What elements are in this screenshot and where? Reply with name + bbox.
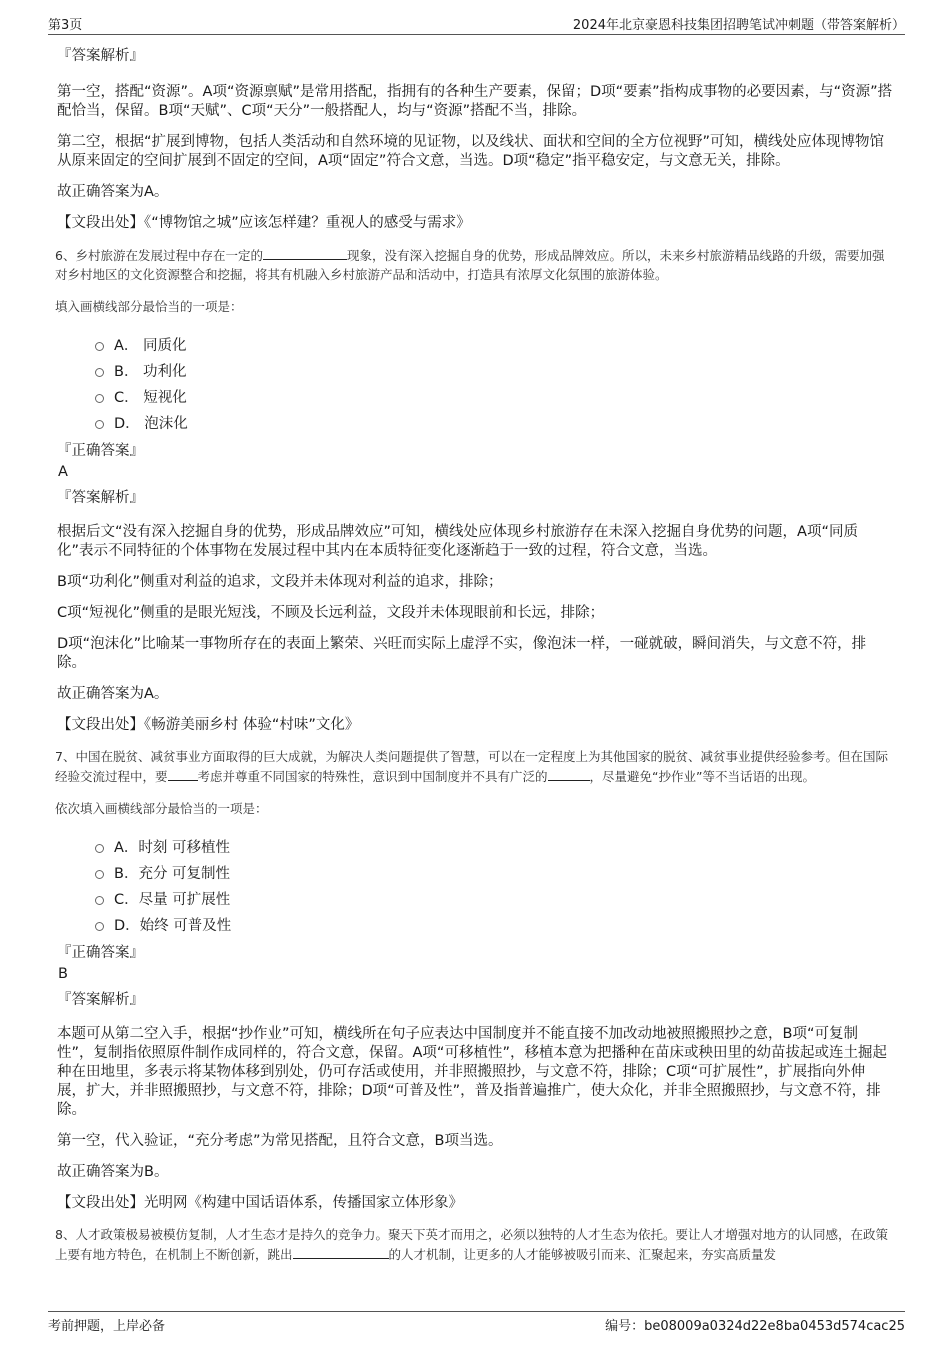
radio-icon[interactable] xyxy=(95,922,104,931)
footer-slogan: 考前押题，上岸必备 xyxy=(48,1319,166,1334)
correct-answer: B xyxy=(58,966,68,982)
analysis-label: 『答案解析』 xyxy=(57,490,144,506)
analysis-label: 『答案解析』 xyxy=(57,48,144,64)
analysis-paragraph: 根据后文“没有深入挖掘自身的优势，形成品牌效应”可知，横线处应体现乡村旅游存在未深入挖掘自身优势的问题，A项“同质化”表示不同特征的个体事物在发展过程中其内在本质特征变化逐渐趋于一致的过程，符合文意，当选。 xyxy=(57,524,858,559)
analysis-paragraph: 本题可从第二空入手，根据“抄作业”可知，横线所在句子应表达中国制度并不能直接不加改动地被照搬照抄之意，B项“可复制性”，复制指依照原件制作成同样的，符合文意，保留。A项“可移植性”，移植本意为把播种在苗床或秧田里的幼苗拔起或连土掘起种在田地里，多表示将某物体移到别处，仍可存活或使用，并非照搬照抄，与文意不符，排除；C项“可扩展性”，扩展指向外伸展，扩大，并非照搬照抄，与文意不符，排除；D项“可普及性”，普及指普遍推广，使大众化，并非全照搬照抄，与文意不符，排除。 xyxy=(57,1026,887,1118)
source-citation: 【文段出处】《畅游美丽乡村 体验“村味”文化》 xyxy=(57,717,360,733)
question-7-prompt: 依次填入画横线部分最恰当的一项是： xyxy=(55,801,268,816)
radio-icon[interactable] xyxy=(95,896,104,905)
question-7-text: 7、中国在脱贫、减贫事业方面取得的巨大成就，为解决人类问题提供了智慧，可以在一定程度上为其他国家的脱贫、减贫事业提供经验参考。但在国际经验交流过程中，要 考虑并尊重不同国家的特殊性，意识到中国制度并不具有广泛的 ，尽量避免“抄作业”等不当话语的出现。 xyxy=(55,749,888,784)
option-b[interactable]: B． 功利化 xyxy=(95,357,893,383)
page-number: 第3页 xyxy=(48,18,83,33)
radio-icon[interactable] xyxy=(95,368,104,377)
radio-icon[interactable] xyxy=(95,844,104,853)
fill-blank xyxy=(168,766,198,781)
correct-answer: A xyxy=(58,464,68,480)
question-6-text: 6、乡村旅游在发展过程中存在一定的 现象，没有深入挖掘自身的优势，形成品牌效应。所以，未来乡村旅游精品线路的升级，需要加强对乡村地区的文化资源整合和挖掘，将其有机融入乡村旅游产品和活动中，打造具有浓厚文化氛围的旅游体验。 xyxy=(55,245,893,284)
fill-blank xyxy=(293,1244,389,1259)
option-c[interactable]: C． 短视化 xyxy=(95,383,893,409)
option-d[interactable]: D．始终 可普及性 xyxy=(95,911,893,937)
document-id: 编号：be08009a0324d22e8ba0453d574cac25 xyxy=(605,1319,905,1334)
source-citation: 【文段出处】光明网《构建中国话语体系，传播国家立体形象》 xyxy=(57,1195,463,1211)
analysis-paragraph: B项“功利化”侧重对利益的追求，文段并未体现对利益的追求，排除； xyxy=(57,574,503,590)
radio-icon[interactable] xyxy=(95,342,104,351)
correct-answer-label: 『正确答案』 xyxy=(57,443,144,459)
analysis-label: 『答案解析』 xyxy=(57,992,144,1008)
radio-icon[interactable] xyxy=(95,870,104,879)
analysis-conclusion: 故正确答案为A。 xyxy=(57,184,169,200)
question-6-prompt: 填入画横线部分最恰当的一项是： xyxy=(55,299,243,314)
option-c[interactable]: C．尽量 可扩展性 xyxy=(95,885,893,911)
correct-answer-label: 『正确答案』 xyxy=(57,945,144,961)
option-a[interactable]: A． 同质化 xyxy=(95,331,893,357)
page-footer xyxy=(48,1311,905,1336)
analysis-paragraph: 第一空，代入验证，“充分考虑”为常见搭配，且符合文意，B项当选。 xyxy=(57,1133,503,1149)
document-title: 2024年北京豪恩科技集团招聘笔试冲刺题（带答案解析） xyxy=(572,18,905,33)
analysis-paragraph: 第一空，搭配“资源”。A项“资源禀赋”是常用搭配，指拥有的各种生产要素，保留；D项“要素”指构成事物的必要因素，与“资源”搭配恰当，保留。B项“天赋”、C项“天分”一般搭配人，均与“资源”搭配不当，排除。 xyxy=(57,84,893,119)
radio-icon[interactable] xyxy=(95,420,104,429)
source-citation: 【文段出处】《“博物馆之城”应该怎样建？重视人的感受与需求》 xyxy=(57,215,471,231)
option-d[interactable]: D． 泡沫化 xyxy=(95,409,893,435)
analysis-conclusion: 故正确答案为A。 xyxy=(57,686,169,702)
fill-blank xyxy=(263,245,347,260)
radio-icon[interactable] xyxy=(95,394,104,403)
analysis-paragraph: 第二空，根据“扩展到博物，包括人类活动和自然环境的见证物，以及线状、面状和空间的全方位视野”可知，横线处应体现博物馆从原来固定的空间扩展到不固定的空间，A项“固定”符合文意，当选。D项“稳定”指平稳安定，与文意无关，排除。 xyxy=(57,134,885,169)
analysis-conclusion: 故正确答案为B。 xyxy=(57,1164,169,1180)
option-b[interactable]: B．充分 可复制性 xyxy=(95,859,893,885)
analysis-paragraph: C项“短视化”侧重的是眼光短浅，不顾及长远利益，文段并未体现眼前和长远，排除； xyxy=(57,605,605,621)
page-content xyxy=(55,44,893,1277)
analysis-paragraph: D项“泡沫化”比喻某一事物所存在的表面上繁荣、兴旺而实际上虚浮不实，像泡沫一样，一碰就破，瞬间消失，与文意不符，排除。 xyxy=(57,636,867,671)
question-7-options xyxy=(55,833,893,937)
question-8-text: 8、人才政策极易被模仿复制，人才生态才是持久的竞争力。聚天下英才而用之，必须以独特的人才生态为依托。要让人才增强对地方的认同感，在政策上要有地方特色，在机制上不断创新，跳出 的人才机制，让更多的人才能够被吸引而来、汇聚起来，夯实高质量发 xyxy=(55,1227,888,1262)
question-6-options xyxy=(55,331,893,435)
page-header xyxy=(48,12,905,35)
option-a[interactable]: A．时刻 可移植性 xyxy=(95,833,893,859)
fill-blank xyxy=(548,766,590,781)
